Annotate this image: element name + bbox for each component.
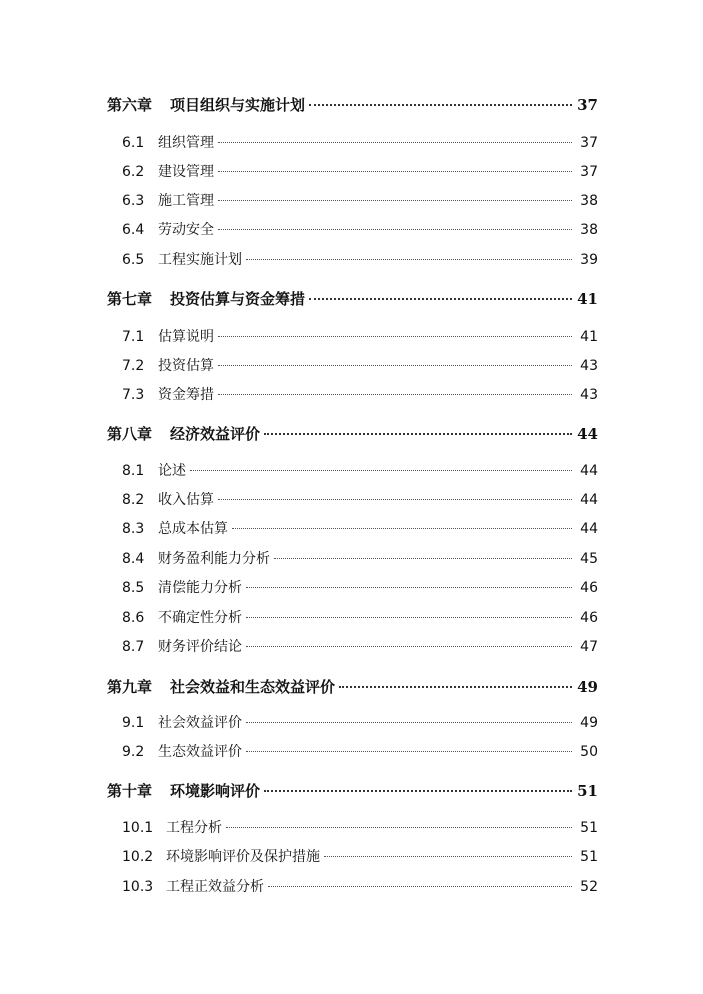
dot-leader (218, 171, 572, 172)
toc-section-row[interactable] (122, 518, 598, 540)
toc-section-row[interactable] (122, 712, 598, 734)
toc-section-row[interactable] (122, 161, 598, 183)
toc-section-row[interactable] (122, 249, 598, 271)
page-number: 46 (580, 580, 598, 596)
dot-leader (324, 856, 572, 857)
section-title: 论述 (158, 463, 186, 479)
toc-section-row[interactable] (122, 384, 598, 406)
section-number: 9.2 (122, 744, 145, 760)
section-title: 生态效益评价 (158, 744, 242, 760)
toc-section-row[interactable] (122, 219, 598, 241)
page-number: 44 (580, 492, 598, 508)
section-number: 8.5 (122, 580, 145, 596)
page-number: 44 (577, 425, 598, 443)
page-number: 39 (580, 252, 598, 268)
section-title: 不确定性分析 (158, 610, 242, 626)
page-number: 51 (577, 782, 598, 800)
section-number: 8.1 (122, 463, 145, 479)
chapter-number: 第十章 (107, 782, 153, 800)
toc-section-row[interactable] (122, 607, 598, 629)
section-number: 6.4 (122, 222, 145, 238)
section-number: 6.1 (122, 135, 145, 151)
section-title: 清偿能力分析 (158, 580, 242, 596)
page-number: 38 (580, 222, 598, 238)
page-number: 38 (580, 193, 598, 209)
page-number: 52 (580, 879, 598, 895)
section-number: 8.4 (122, 551, 145, 567)
page-number: 45 (580, 551, 598, 567)
toc-section-row[interactable] (122, 876, 598, 898)
chapter-number: 第七章 (107, 290, 153, 308)
section-title: 总成本估算 (158, 521, 228, 537)
dot-leader (274, 558, 572, 559)
section-title: 工程正效益分析 (166, 879, 264, 895)
page-number: 51 (580, 820, 598, 836)
toc-section-row[interactable] (122, 846, 598, 868)
page-number: 46 (580, 610, 598, 626)
page-number: 44 (580, 463, 598, 479)
section-title: 组织管理 (158, 135, 214, 151)
page-number: 43 (580, 358, 598, 374)
toc-chapter-row[interactable] (107, 780, 598, 802)
section-number: 8.6 (122, 610, 145, 626)
section-title: 劳动安全 (158, 222, 214, 238)
page-number: 37 (580, 135, 598, 151)
chapter-title: 社会效益和生态效益评价 (170, 678, 336, 696)
section-number: 8.2 (122, 492, 145, 508)
toc-section-row[interactable] (122, 489, 598, 511)
chapter-title: 经济效益评价 (170, 425, 261, 443)
section-title: 施工管理 (158, 193, 214, 209)
dot-leader (218, 499, 572, 500)
section-number: 8.7 (122, 639, 145, 655)
chapter-number: 第六章 (107, 96, 153, 114)
page-number: 41 (577, 290, 598, 308)
dot-leader (226, 827, 572, 828)
dot-leader (218, 365, 572, 366)
section-number: 9.1 (122, 715, 145, 731)
section-number: 6.3 (122, 193, 145, 209)
section-title: 环境影响评价及保护措施 (166, 849, 320, 865)
dot-leader (190, 470, 572, 471)
dot-leader (246, 617, 572, 618)
section-title: 收入估算 (158, 492, 214, 508)
page-number: 43 (580, 387, 598, 403)
chapter-title: 投资估算与资金筹措 (170, 290, 306, 308)
chapter-number: 第八章 (107, 425, 153, 443)
dot-leader (339, 686, 572, 688)
toc-section-row[interactable] (122, 741, 598, 763)
dot-leader (268, 886, 572, 887)
toc-chapter-row[interactable] (107, 288, 598, 310)
section-number: 6.2 (122, 164, 145, 180)
chapter-number: 第九章 (107, 678, 153, 696)
page-number: 41 (580, 329, 598, 345)
section-title: 社会效益评价 (158, 715, 242, 731)
dot-leader (246, 259, 572, 260)
toc-section-row[interactable] (122, 460, 598, 482)
section-title: 资金筹措 (158, 387, 214, 403)
dot-leader (246, 751, 572, 752)
toc-section-row[interactable] (122, 326, 598, 348)
section-number: 6.5 (122, 252, 145, 268)
page-number: 44 (580, 521, 598, 537)
dot-leader (218, 200, 572, 201)
dot-leader (246, 587, 572, 588)
dot-leader (218, 229, 572, 230)
toc-chapter-row[interactable] (107, 676, 598, 698)
page-number: 49 (580, 715, 598, 731)
section-number: 7.2 (122, 358, 145, 374)
toc-chapter-row[interactable] (107, 94, 598, 116)
dot-leader (309, 298, 572, 300)
section-title: 财务评价结论 (158, 639, 242, 655)
section-number: 10.3 (122, 879, 154, 895)
dot-leader (264, 433, 572, 435)
toc-chapter-row[interactable] (107, 423, 598, 445)
section-title: 工程实施计划 (158, 252, 242, 268)
section-title: 财务盈利能力分析 (158, 551, 270, 567)
page-number: 49 (577, 678, 598, 696)
toc-section-row[interactable] (122, 577, 598, 599)
page-number: 37 (580, 164, 598, 180)
section-title: 建设管理 (158, 164, 214, 180)
section-title: 投资估算 (158, 358, 214, 374)
toc-section-row[interactable] (122, 355, 598, 377)
toc-section-row[interactable] (122, 817, 598, 839)
page-number: 47 (580, 639, 598, 655)
page-number: 37 (577, 96, 598, 114)
dot-leader (218, 394, 572, 395)
page-number: 51 (580, 849, 598, 865)
chapter-title: 项目组织与实施计划 (170, 96, 306, 114)
dot-leader (264, 790, 572, 792)
toc-section-row[interactable] (122, 636, 598, 658)
chapter-title: 环境影响评价 (170, 782, 261, 800)
toc-section-row[interactable] (122, 190, 598, 212)
section-title: 工程分析 (166, 820, 222, 836)
toc-section-row[interactable] (122, 548, 598, 570)
section-title: 估算说明 (158, 329, 214, 345)
section-number: 7.3 (122, 387, 145, 403)
dot-leader (218, 336, 572, 337)
dot-leader (309, 104, 572, 106)
dot-leader (246, 722, 572, 723)
dot-leader (246, 646, 572, 647)
dot-leader (232, 528, 572, 529)
section-number: 10.2 (122, 849, 154, 865)
page-number: 50 (580, 744, 598, 760)
dot-leader (218, 142, 572, 143)
section-number: 7.1 (122, 329, 145, 345)
section-number: 8.3 (122, 521, 145, 537)
section-number: 10.1 (122, 820, 154, 836)
toc-section-row[interactable] (122, 132, 598, 154)
